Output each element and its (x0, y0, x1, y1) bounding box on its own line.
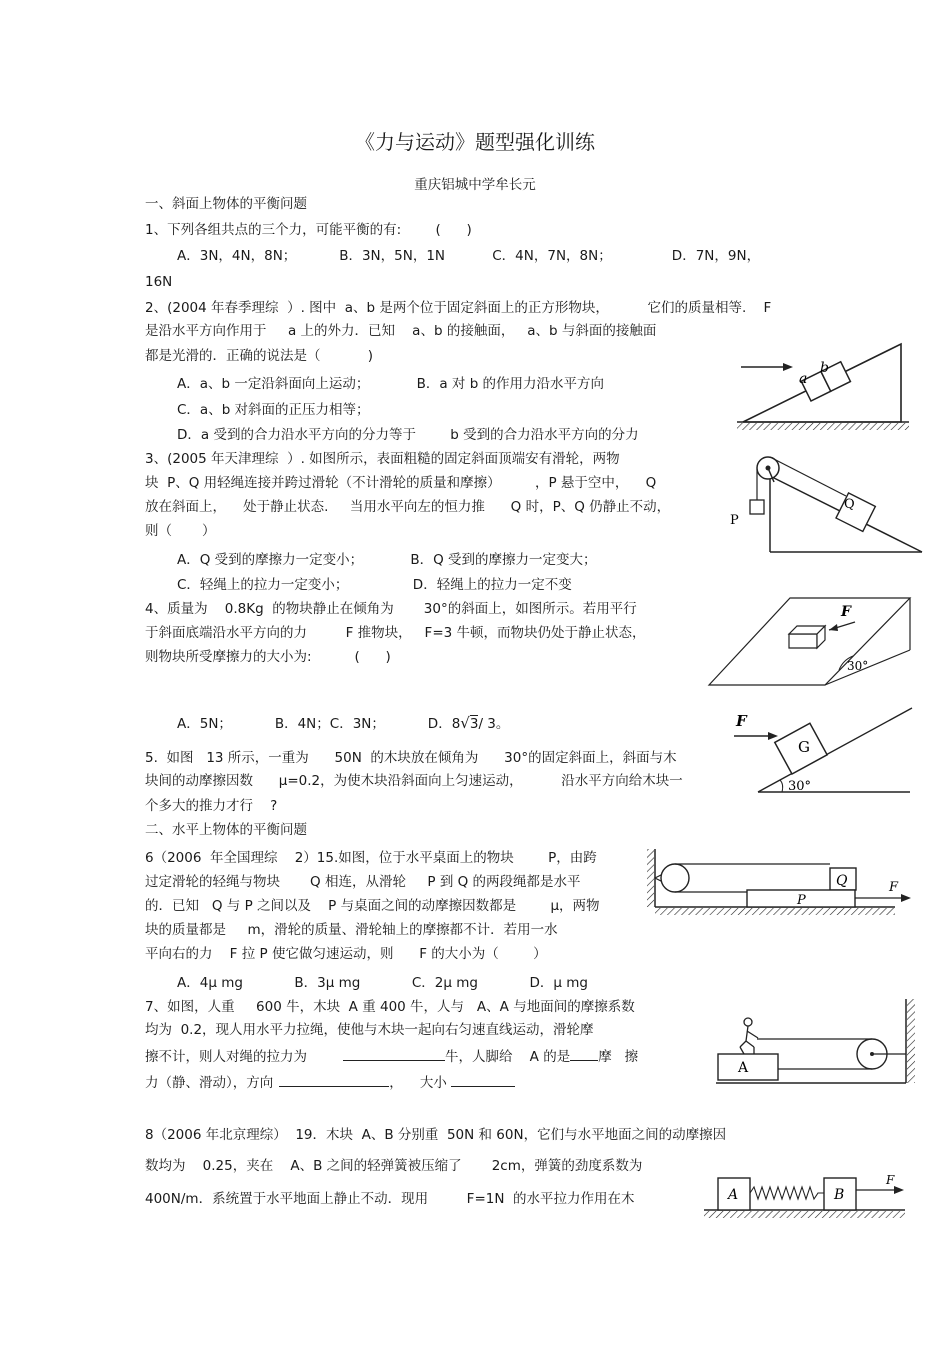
q3-line-2: 块 P、Q 用轻绳连接并跨过滑轮（不计滑轮的质量和摩擦） ，P 悬于空中， Q (145, 475, 657, 491)
page-title: 《力与运动》题型强化训练 (355, 130, 595, 154)
q6-options: A．4μ mg B．3μ mg C．2μ mg D．μ mg (177, 975, 588, 991)
label-q: Q (844, 497, 855, 512)
q3-option-ab: A．Q 受到的摩擦力一定变小； B．Q 受到的摩擦力一定变大； (177, 552, 597, 568)
q7-line-3c: 摩 擦 (598, 1049, 639, 1065)
q6-line-4: 块的质量都是 m，滑轮的质量、滑轮轴上的摩擦都不计．若用一水 (145, 922, 558, 938)
q4-line-2: 于斜面底端沿水平方向的力 F 推物块， F=3 牛顿，而物块仍处于静止状态， (145, 625, 646, 641)
q8-line-3: 400N/m．系统置于水平地面上静止不动．现用 F=1N 的水平拉力作用在木 (145, 1191, 635, 1207)
figure-q8-spring-blocks (700, 1170, 920, 1222)
q4-options-text: A．5N； B．4N；C．3N； D．8 (177, 716, 461, 732)
q4-line-1: 4、质量为 0.8Kg 的物块静止在倾角为 30°的斜面上，如图所示。若用平行 (145, 601, 637, 617)
section-heading-2: 二、水平上物体的平衡问题 (145, 822, 307, 838)
q4-options (177, 714, 509, 733)
sqrt-sign: √ (460, 714, 470, 732)
label-f: F (841, 604, 851, 620)
figure-q6-pulley-blocks (645, 845, 915, 920)
q7-line-4 (145, 1072, 515, 1092)
q4-options-tail: / 3。 (478, 716, 510, 732)
q6-line-5: 平向右的力 F 拉 P 使它做匀速运动，则 F 的大小为（ ） (145, 946, 547, 962)
spring (750, 1187, 824, 1199)
q7-line-3 (145, 1046, 638, 1066)
q7-line-1: 7、如图，人重 600 牛，木块 A 重 400 牛，人与 A、A 与地面间的摩擦系数 (145, 999, 635, 1015)
angle-label: 30° (847, 659, 869, 673)
label-a: A (738, 1060, 749, 1076)
q7-line-2: 均为 0.2，现人用水平力拉绳，使他与木块一起向右匀速直线运动，滑轮摩 (145, 1022, 594, 1038)
section-heading-1: 一、斜面上物体的平衡问题 (145, 196, 307, 212)
q4-line-3: 则物块所受摩擦力的大小为: ( ) (145, 649, 391, 665)
q5-line-2: 块间的动摩擦因数 μ=0.2，为使木块沿斜面向上匀速运动， 沿水平方向给木块一 (145, 773, 683, 789)
figure-q7-person-block (712, 995, 922, 1090)
q7-line-4b: ， 大小 (389, 1075, 447, 1091)
label-p: P (797, 893, 806, 908)
sqrt-radicand: 3 (469, 716, 479, 732)
q1-options: A．3N，4N，8N； B．3N，5N，1N C．4N，7N，8N； D．7N，9N， (177, 248, 761, 264)
q2-option-d: D．a 受到的合力沿水平方向的分力等于 b 受到的合力沿水平方向的分力 (177, 427, 639, 443)
label-f: F (736, 712, 747, 730)
block-p (750, 500, 764, 514)
author-line: 重庆铝城中学牟长元 (414, 177, 536, 193)
rope-slope (770, 457, 846, 496)
q2-line-1: 2、(2004 年春季理综 ）. 图中 a、b 是两个位于固定斜面上的正方形物块， 它们的质量相等. F (145, 300, 772, 316)
answer-blank-friction-type[interactable] (570, 1046, 598, 1061)
q7-line-3a: 擦不计，则人对绳的拉力为 (145, 1049, 307, 1065)
q7-line-4a: 力（静、滑动），方向 (145, 1075, 274, 1091)
q3-line-3: 放在斜面上， 处于静止状态. 当用水平向左的恒力推 Q 时，P、Q 仍静止不动， (145, 499, 671, 515)
label-b: b (820, 360, 829, 376)
angle-label: 30° (788, 779, 812, 794)
pulley (661, 864, 689, 892)
q6-line-3: 的．已知 Q 与 P 之间以及 P 与桌面之间的动摩擦因数都是 μ，两物 (145, 898, 600, 914)
q2-option-c: C．a、b 对斜面的正压力相等； (177, 402, 370, 418)
q1-stem: 1、下列各组共点的三个力，可能平衡的有: ( ) (145, 222, 472, 238)
q3-line-4: 则（ ） (145, 523, 216, 539)
q6-line-2: 过定滑轮的轻绳与物块 Q 相连，从滑轮 P 到 Q 的两段绳都是水平 (145, 874, 581, 890)
label-a: a (799, 371, 808, 387)
figure-q3-pulley-incline (726, 448, 926, 556)
q6-line-1: 6（2006 年全国理综 2）15.如图，位于水平桌面上的物块 P，由跨 (145, 850, 597, 866)
label-q: Q (836, 873, 848, 889)
q5-line-1: 5. 如图 13 所示，一重为 50N 的木块放在倾角为 30°的固定斜面上，斜面与木 (145, 750, 677, 766)
label-f: F (889, 880, 899, 895)
q8-line-2: 数均为 0.25，夹在 A、B 之间的轻弹簧被压缩了 2cm，弹簧的劲度系数为 (145, 1158, 643, 1174)
label-g: G (798, 738, 810, 756)
person (740, 1018, 758, 1054)
label-a: A (728, 1187, 739, 1203)
q2-line-3: 都是光滑的．正确的说法是（ ) (145, 348, 373, 364)
answer-blank-direction[interactable] (279, 1072, 389, 1087)
figure-q2-incline (733, 340, 913, 435)
block (789, 626, 825, 648)
label-p: P (730, 513, 739, 528)
ground-hatch (737, 423, 909, 430)
q2-line-2: 是沿水平方向作用于 a 上的外力．已知 a、b 的接触面， a、b 与斜面的接触面 (145, 323, 657, 339)
figure-q4-3d-incline (705, 590, 915, 690)
q3-line-1: 3、(2005 年天津理综 ）. 如图所示，表面粗糙的固定斜面顶端安有滑轮，两物 (145, 451, 620, 467)
q8-line-1: 8（2006 年北京理综） 19．木块 A、B 分别重 50N 和 60N，它们与水平地面之间的动摩擦因 (145, 1127, 727, 1143)
q5-line-3: 个多大的推力才行 ? (145, 798, 278, 814)
q2-option-ab: A．a、b 一定沿斜面向上运动； B．a 对 b 的作用力沿水平方向 (177, 376, 605, 392)
answer-blank-magnitude[interactable] (451, 1072, 515, 1087)
figure-q5-incline (730, 700, 915, 798)
label-f: F (886, 1173, 895, 1187)
q7-line-3b: 牛，人脚给 A 的是 (445, 1049, 571, 1065)
label-b: B (834, 1187, 845, 1203)
q1-options-cont: 16N (145, 274, 173, 290)
q3-option-cd: C．轻绳上的拉力一定变小； D．轻绳上的拉力一定不变 (177, 577, 572, 593)
answer-blank-force[interactable] (343, 1046, 445, 1061)
